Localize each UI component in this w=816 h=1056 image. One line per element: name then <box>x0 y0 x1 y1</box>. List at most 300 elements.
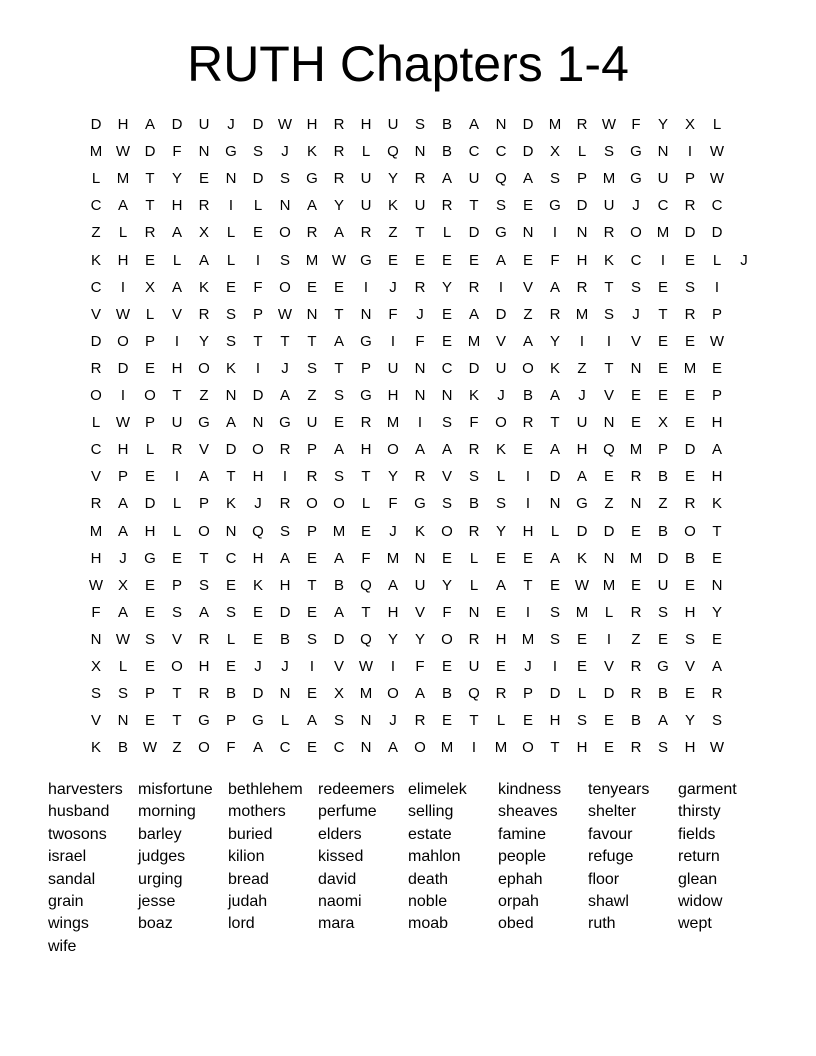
grid-letter: A <box>117 522 128 540</box>
grid-letter: L <box>172 495 182 513</box>
grid-letter: H <box>306 116 318 133</box>
grid-letter: E <box>657 332 668 350</box>
word-list-item: death <box>408 870 449 888</box>
grid-letter: V <box>603 387 614 404</box>
grid-letter: A <box>441 170 452 188</box>
grid-letter: T <box>334 359 344 377</box>
grid-letter: M <box>629 549 643 567</box>
grid-letter: E <box>441 712 452 730</box>
grid-letter: H <box>117 116 129 133</box>
grid-letter: E <box>630 522 641 540</box>
grid-letter: N <box>630 359 642 377</box>
grid-letter: N <box>90 630 102 648</box>
grid-letter: C <box>630 251 642 269</box>
word-list-item: selling <box>408 803 454 821</box>
grid-letter: H <box>90 549 102 567</box>
grid-letter: M <box>656 224 670 242</box>
grid-letter: P <box>117 468 128 486</box>
grid-letter: L <box>145 441 155 459</box>
grid-letter: Z <box>577 359 587 377</box>
grid-letter: A <box>468 116 479 133</box>
grid-letter: Z <box>388 224 398 242</box>
grid-letter: A <box>306 197 317 215</box>
grid-letter: H <box>171 197 183 215</box>
grid-letter: E <box>684 685 695 703</box>
grid-letter: G <box>414 495 426 513</box>
word-list-item: fields <box>678 825 716 843</box>
grid-letter: O <box>117 332 129 350</box>
grid-letter: W <box>358 658 374 675</box>
grid-letter: R <box>603 224 615 242</box>
word-list-item: husband <box>48 803 110 821</box>
grid-letter: A <box>711 441 722 459</box>
word-list-item: kilion <box>228 848 265 866</box>
grid-letter: U <box>360 197 372 215</box>
grid-letter: N <box>225 170 237 188</box>
grid-letter: D <box>144 143 156 161</box>
page-title: RUTH Chapters 1-4 <box>187 36 629 92</box>
grid-letter: D <box>171 116 183 133</box>
grid-letter: A <box>495 251 506 269</box>
grid-letter: F <box>631 116 641 133</box>
grid-letter: M <box>575 603 589 621</box>
grid-letter: I <box>390 658 396 675</box>
grid-letter: D <box>225 441 237 459</box>
grid-letter: A <box>333 603 344 621</box>
grid-letter: S <box>333 387 344 404</box>
grid-letter: H <box>711 414 723 432</box>
grid-letter: R <box>468 441 480 459</box>
grid-letter: C <box>468 143 480 161</box>
grid-letter: L <box>361 495 371 513</box>
grid-letter: E <box>441 251 452 269</box>
grid-letter: R <box>441 197 453 215</box>
grid-letter: L <box>469 576 479 594</box>
grid-letter: B <box>225 685 236 703</box>
grid-letter: S <box>225 332 236 350</box>
word-list-item: israel <box>48 848 87 866</box>
grid-letter: U <box>468 170 480 188</box>
grid-letter: Y <box>711 603 722 621</box>
grid-letter: T <box>604 359 614 377</box>
grid-letter: X <box>657 414 668 432</box>
grid-letter: M <box>521 630 535 648</box>
grid-letter: K <box>306 143 317 161</box>
grid-letter: U <box>414 576 426 594</box>
word-list-item: elimelek <box>408 781 467 798</box>
grid-letter: O <box>522 739 534 757</box>
grid-letter: F <box>415 658 425 675</box>
grid-letter: P <box>711 387 722 404</box>
grid-letter: O <box>279 278 291 296</box>
grid-letter: E <box>441 658 452 675</box>
grid-letter: N <box>630 495 642 513</box>
grid-letter: M <box>116 170 130 188</box>
grid-letter: Y <box>414 630 425 648</box>
grid-letter: G <box>495 224 507 242</box>
grid-letter: W <box>142 739 158 757</box>
grid-letter: A <box>171 278 182 296</box>
grid-letter: E <box>171 549 182 567</box>
grid-letter: M <box>602 576 616 594</box>
grid-letter: W <box>115 143 131 161</box>
grid-letter: J <box>281 658 289 675</box>
grid-letter: J <box>578 387 586 404</box>
grid-letter: O <box>441 522 453 540</box>
grid-letter: M <box>89 143 103 161</box>
grid-letter: Z <box>631 630 641 648</box>
grid-letter: L <box>91 170 101 188</box>
grid-letter: O <box>171 658 183 675</box>
grid-letter: P <box>144 685 155 703</box>
grid-letter: O <box>144 387 156 404</box>
grid-letter: C <box>657 197 669 215</box>
grid-letter: G <box>360 332 372 350</box>
grid-letter: E <box>657 387 668 404</box>
grid-letter: H <box>387 603 399 621</box>
grid-letter: Y <box>171 170 182 188</box>
grid-letter: P <box>684 170 695 188</box>
grid-letter: H <box>198 658 210 675</box>
word-list-item: shawl <box>588 893 629 910</box>
grid-letter: R <box>711 685 723 703</box>
word-list-item: tenyears <box>588 781 650 798</box>
grid-letter: L <box>118 224 128 242</box>
grid-letter: U <box>387 359 399 377</box>
grid-letter: Y <box>441 576 452 594</box>
grid-letter: R <box>684 305 696 323</box>
grid-letter: B <box>657 522 668 540</box>
grid-letter: I <box>660 251 666 269</box>
grid-letter: I <box>606 332 612 350</box>
grid-letter: S <box>684 630 695 648</box>
grid-letter: D <box>144 495 156 513</box>
grid-letter: T <box>469 712 479 730</box>
grid-letter: B <box>630 712 641 730</box>
grid-letter: E <box>144 359 155 377</box>
grid-letter: K <box>495 441 506 459</box>
grid-letter: R <box>576 116 588 133</box>
grid-letter: V <box>495 332 506 350</box>
grid-letter: B <box>117 739 128 757</box>
grid-letter: A <box>414 441 425 459</box>
grid-letter: R <box>630 658 642 675</box>
word-list-item: wife <box>48 937 77 955</box>
grid-letter: B <box>522 387 533 404</box>
grid-letter: I <box>552 224 558 242</box>
grid-letter: N <box>225 522 237 540</box>
grid-letter: M <box>89 522 103 540</box>
grid-letter: T <box>469 197 479 215</box>
grid-letter: E <box>657 359 668 377</box>
grid-letter: V <box>630 332 641 350</box>
grid-letter: C <box>225 549 237 567</box>
grid-letter: H <box>117 441 129 459</box>
grid-letter: V <box>198 441 209 459</box>
grid-letter: R <box>522 414 534 432</box>
grid-letter: J <box>389 278 397 296</box>
grid-letter: N <box>117 712 129 730</box>
grid-letter: J <box>119 549 127 567</box>
grid-letter: D <box>117 359 129 377</box>
grid-letter: N <box>279 685 291 703</box>
grid-letter: D <box>549 685 561 703</box>
grid-letter: F <box>172 143 182 161</box>
grid-letter: V <box>90 468 101 486</box>
grid-letter: W <box>115 630 131 648</box>
grid-letter: D <box>252 170 264 188</box>
grid-letter: A <box>225 414 236 432</box>
grid-letter: Y <box>684 712 695 730</box>
grid-letter: Z <box>199 387 209 404</box>
grid-letter: D <box>711 224 723 242</box>
grid-letter: E <box>630 414 641 432</box>
grid-letter: C <box>90 278 102 296</box>
grid-letter: F <box>388 495 398 513</box>
grid-letter: T <box>523 576 533 594</box>
grid-letter: T <box>604 278 614 296</box>
grid-letter: I <box>525 468 531 486</box>
grid-letter: H <box>117 251 129 269</box>
grid-letter: J <box>281 359 289 377</box>
grid-letter: K <box>252 576 263 594</box>
grid-letter: N <box>549 495 561 513</box>
grid-letter: Q <box>360 630 372 648</box>
word-list-item: estate <box>408 825 452 843</box>
grid-letter: T <box>415 224 425 242</box>
grid-letter: S <box>603 305 614 323</box>
grid-letter: P <box>144 332 155 350</box>
grid-letter: H <box>549 712 561 730</box>
grid-letter: S <box>252 143 263 161</box>
grid-letter: Q <box>495 170 507 188</box>
grid-letter: W <box>601 116 617 133</box>
grid-letter: H <box>684 739 696 757</box>
grid-letter: B <box>441 143 452 161</box>
grid-letter: C <box>495 143 507 161</box>
grid-letter: V <box>414 603 425 621</box>
grid-letter: T <box>307 332 317 350</box>
grid-letter: I <box>255 251 261 269</box>
grid-letter: L <box>577 143 587 161</box>
grid-letter: F <box>361 549 371 567</box>
grid-letter: S <box>441 495 452 513</box>
grid-letter: L <box>577 685 587 703</box>
grid-letter: W <box>709 739 725 757</box>
word-list-item: misfortune <box>138 781 213 798</box>
grid-letter: A <box>414 685 425 703</box>
grid-letter: E <box>225 658 236 675</box>
grid-letter: A <box>117 197 128 215</box>
grid-letter: D <box>252 387 264 404</box>
grid-letter: X <box>198 224 209 242</box>
grid-letter: L <box>172 251 182 269</box>
grid-letter: X <box>333 685 344 703</box>
grid-letter: P <box>144 414 155 432</box>
grid-letter: S <box>306 630 317 648</box>
word-list-item: twosons <box>48 825 107 843</box>
grid-letter: D <box>603 685 615 703</box>
grid-letter: Q <box>252 522 264 540</box>
grid-letter: J <box>227 116 235 133</box>
grid-letter: T <box>145 170 155 188</box>
grid-letter: K <box>468 387 479 404</box>
grid-letter: U <box>495 359 507 377</box>
grid-letter: W <box>88 576 104 594</box>
grid-letter: S <box>495 197 506 215</box>
grid-letter: A <box>495 576 506 594</box>
grid-letter: J <box>497 387 505 404</box>
grid-letter: L <box>280 712 290 730</box>
grid-letter: S <box>171 603 182 621</box>
grid-letter: D <box>90 332 102 350</box>
grid-letter: G <box>306 170 318 188</box>
word-list-item: jesse <box>138 893 176 910</box>
grid-letter: I <box>471 739 477 757</box>
grid-letter: P <box>171 576 182 594</box>
grid-letter: L <box>91 414 101 432</box>
grid-letter: R <box>684 495 696 513</box>
word-list-item: sandal <box>48 870 96 888</box>
grid-letter: M <box>467 332 481 350</box>
grid-letter: A <box>657 712 668 730</box>
grid-letter: M <box>332 522 346 540</box>
grid-letter: F <box>388 305 398 323</box>
grid-letter: E <box>225 278 236 296</box>
grid-letter: O <box>684 522 696 540</box>
grid-letter: E <box>387 251 398 269</box>
grid-letter: R <box>333 170 345 188</box>
grid-letter: I <box>228 197 234 215</box>
grid-letter: Y <box>657 116 668 133</box>
grid-letter: N <box>657 143 669 161</box>
grid-letter: H <box>576 739 588 757</box>
grid-letter: E <box>711 359 722 377</box>
grid-letter: Y <box>198 332 209 350</box>
grid-letter: L <box>226 630 236 648</box>
word-list-item: wings <box>48 915 89 933</box>
grid-letter: G <box>630 170 642 188</box>
grid-letter: T <box>712 522 722 540</box>
grid-letter: N <box>414 387 426 404</box>
grid-letter: E <box>144 603 155 621</box>
grid-letter: Z <box>172 739 182 757</box>
grid-letter: R <box>495 685 507 703</box>
grid-letter: A <box>387 739 398 757</box>
grid-letter: I <box>174 332 180 350</box>
grid-letter: M <box>359 685 373 703</box>
grid-letter: D <box>252 685 264 703</box>
grid-letter: N <box>576 224 588 242</box>
grid-letter: E <box>522 197 533 215</box>
grid-letter: L <box>496 468 506 486</box>
word-list-item: bethlehem <box>228 781 303 798</box>
grid-letter: H <box>252 549 264 567</box>
grid-letter: A <box>333 441 344 459</box>
grid-letter: R <box>333 116 345 133</box>
grid-letter: O <box>333 495 345 513</box>
word-list-item: boaz <box>138 915 173 933</box>
grid-letter: R <box>279 495 291 513</box>
grid-letter: I <box>552 658 558 675</box>
grid-letter: H <box>495 630 507 648</box>
grid-letter: R <box>171 441 183 459</box>
grid-letter: A <box>711 658 722 675</box>
grid-letter: A <box>198 468 209 486</box>
grid-letter: M <box>386 549 400 567</box>
grid-letter: R <box>549 305 561 323</box>
grid-letter: S <box>144 630 155 648</box>
grid-letter: D <box>468 224 480 242</box>
grid-letter: T <box>307 576 317 594</box>
grid-letter: P <box>711 305 722 323</box>
grid-letter: N <box>711 576 723 594</box>
grid-letter: N <box>225 387 237 404</box>
grid-letter: R <box>198 685 210 703</box>
grid-letter: E <box>684 576 695 594</box>
grid-letter: E <box>306 549 317 567</box>
grid-letter: S <box>306 359 317 377</box>
grid-letter: M <box>548 116 562 133</box>
word-list-item: mothers <box>228 803 286 821</box>
grid-letter: G <box>198 712 210 730</box>
grid-letter: O <box>630 224 642 242</box>
grid-letter: U <box>468 658 480 675</box>
grid-letter: E <box>684 468 695 486</box>
grid-letter: E <box>549 576 560 594</box>
grid-letter: J <box>281 143 289 161</box>
grid-letter: F <box>550 251 560 269</box>
grid-letter: E <box>225 576 236 594</box>
grid-letter: N <box>198 143 210 161</box>
grid-letter: P <box>225 712 236 730</box>
grid-letter: E <box>441 305 452 323</box>
grid-letter: E <box>306 685 317 703</box>
grid-letter: H <box>279 576 291 594</box>
grid-letter: Y <box>441 278 452 296</box>
word-list-item: widow <box>678 893 723 910</box>
grid-letter: V <box>684 658 695 675</box>
grid-letter: O <box>441 630 453 648</box>
grid-letter: R <box>360 224 372 242</box>
grid-letter: E <box>630 576 641 594</box>
grid-letter: I <box>390 332 396 350</box>
grid-letter: S <box>630 278 641 296</box>
grid-letter: E <box>333 278 344 296</box>
grid-letter: N <box>414 143 426 161</box>
word-list-item: thirsty <box>678 803 721 821</box>
grid-letter: N <box>252 414 264 432</box>
grid-letter: L <box>253 197 263 215</box>
grid-letter: S <box>603 143 614 161</box>
grid-letter: E <box>441 549 452 567</box>
grid-letter: T <box>253 332 263 350</box>
grid-letter: A <box>144 116 155 133</box>
grid-letter: A <box>441 441 452 459</box>
grid-letter: P <box>576 170 587 188</box>
word-list-item: urging <box>138 870 183 888</box>
grid-letter: X <box>684 116 695 133</box>
grid-letter: G <box>549 197 561 215</box>
grid-letter: S <box>333 468 344 486</box>
grid-letter: R <box>144 224 156 242</box>
grid-letter: G <box>198 414 210 432</box>
grid-letter: Q <box>360 576 372 594</box>
grid-letter: P <box>657 441 668 459</box>
grid-letter: D <box>684 441 696 459</box>
grid-letter: F <box>91 603 101 621</box>
grid-letter: R <box>414 712 426 730</box>
